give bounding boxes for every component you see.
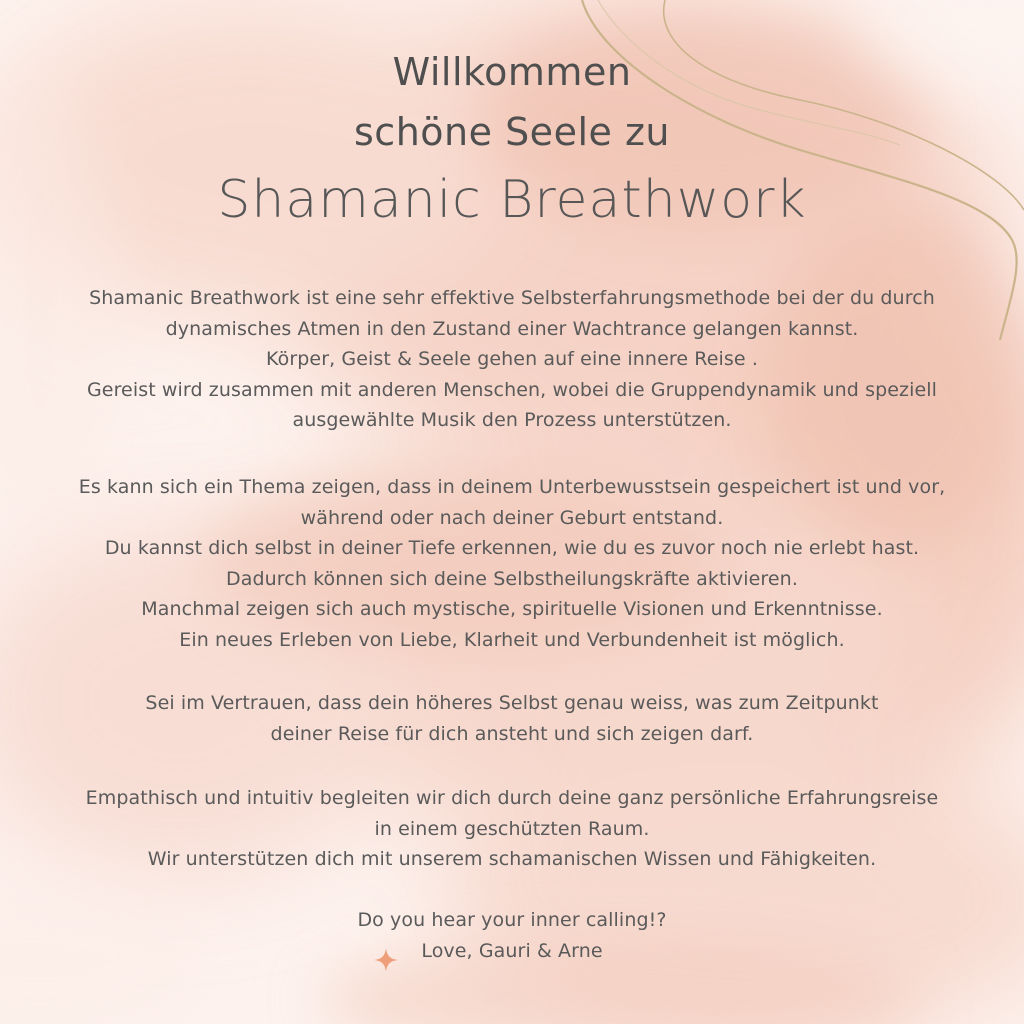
signature: Love, Gauri & Arne: [421, 939, 603, 962]
text-line: Es kann sich ein Thema zeigen, dass in deinem Unterbewusstsein gespeichert ist und vor,: [78, 476, 946, 498]
text-line: während oder nach deiner Geburt entstand.: [300, 506, 724, 529]
heading-welcome: Willkommen: [392, 50, 632, 94]
text-line: Dadurch können sich deine Selbstheilungskräfte aktivieren.: [226, 567, 798, 590]
text-line: Empathisch und intuitiv begleiten wir dich durch deine ganz persönliche Erfahrungsreise: [85, 787, 939, 809]
text-line: dynamisches Atmen in den Zustand einer Wachtrance gelangen kannst.: [165, 317, 859, 340]
text-line: ausgewählte Musik den Prozess unterstützen.: [292, 409, 732, 431]
text-line: Gereist wird zusammen mit anderen Menschen, wobei die Gruppendynamik und speziell: [86, 378, 938, 401]
text-line: Du kannst dich selbst in deiner Tiefe erkennen, wie du es zuvor noch nie erlebt hast.: [104, 537, 920, 559]
intro-paragraph: [0, 283, 1024, 436]
text-line: in einem geschützten Raum.: [374, 817, 650, 840]
text-line: Manchmal zeigen sich auch mystische, spirituelle Visionen und Erkenntnisse.: [141, 598, 883, 620]
text-line: Shamanic Breathwork ist eine sehr effektive Selbsterfahrungsmethode bei der du durch: [89, 287, 935, 309]
four-point-star-icon: [373, 947, 399, 973]
trust-paragraph: [0, 688, 1024, 749]
text-line: Ein neues Erleben von Liebe, Klarheit und Verbundenheit ist möglich.: [179, 628, 845, 651]
text-line: Körper, Geist & Seele gehen auf eine innere Reise .: [266, 348, 758, 370]
text-line: deiner Reise für dich ansteht und sich zeigen darf.: [270, 722, 754, 745]
support-paragraph: [0, 783, 1024, 875]
text-line: Wir unterstützen dich mit unserem schamanischen Wissen und Fähigkeiten.: [147, 848, 877, 870]
text-line: Sei im Vertrauen, dass dein höheres Selbst genau weiss, was zum Zeitpunkt: [145, 692, 879, 714]
heading-subtitle: schöne Seele zu: [354, 110, 670, 154]
theme-paragraph: [0, 472, 1024, 655]
closing-block: [0, 905, 1024, 966]
closing-question: Do you hear your inner calling!?: [357, 909, 667, 931]
page-title: Shamanic Breathwork: [217, 170, 807, 230]
